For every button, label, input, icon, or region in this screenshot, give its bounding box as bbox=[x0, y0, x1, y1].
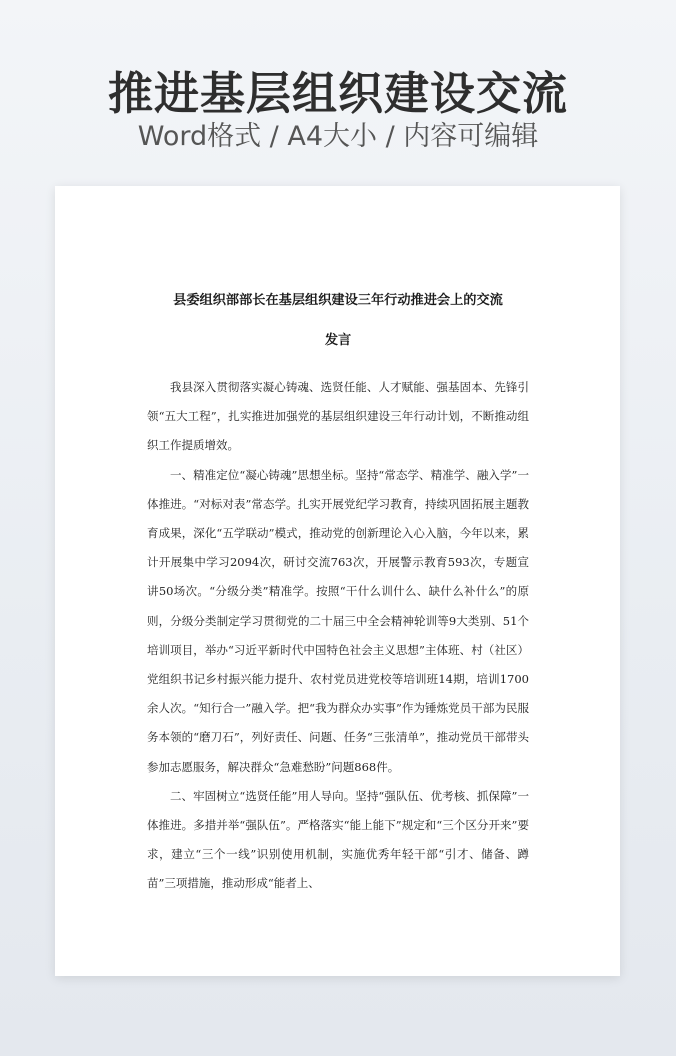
document-page bbox=[55, 186, 620, 976]
paragraph-intro: 我县深入贯彻落实凝心铸魂、选贤任能、人才赋能、强基固本、先锋引领“五大工程”，扎实推进加强党的基层组织建设三年行动计划，不断推动组织工作提质增效。 bbox=[147, 380, 529, 453]
banner-subtitle: Word格式 / A4大小 / 内容可编辑 bbox=[137, 121, 539, 152]
paragraph-section-1: 一、精准定位“凝心铸魂”思想坐标。坚持“常态学、精准学、融入学”一体推进。“对标对表”常态学。扎实开展党纪学习教育，持续巩固拓展主题教育成果，深化“五学联动”模式，推动党的创新理论入心入脑，今年以来，累计开展集中学习2094次，研讨交流763次，开展警示教育593次，专题宣讲50场次。“分级分类”精准学。按照“干什么训什么、缺什么补什么”的原则，分级分类制定学习贯彻党的二十届三中全会精神轮训等9大类别、51个培训项目，举办“习近平新时代中国特色社会主义思想”主体班、村（社区）党组织书记乡村振兴能力提升、农村党员进党校等培训班14期，培训1700余人次。“知行合一”融入学。把“我为群众办实事”作为锤炼党员干部为民服务本领的“磨刀石”，列好责任、问题、任务“三张清单”，推动党员干部带头参加志愿服务，解决群众“急难愁盼”问题868件。 bbox=[147, 467, 529, 774]
paragraph-section-2: 二、牢固树立“选贤任能”用人导向。坚持“强队伍、优考核、抓保障”一体推进。多措并举“强队伍”。严格落实“能上能下”规定和“三个区分开来”要求，建立“三个一线”识别使用机制，实施优秀年轻干部“引才、储备、蹲苗”三项措施，推动形成“能者上、 bbox=[147, 788, 529, 891]
document-title-line-1: 县委组织部部长在基层组织建设三年行动推进会上的交流 bbox=[173, 293, 503, 308]
document-title-line-2: 发言 bbox=[324, 333, 352, 348]
document-title bbox=[147, 281, 529, 361]
document-content bbox=[147, 281, 529, 899]
banner-title: 推进基层组织建设交流 bbox=[107, 67, 568, 120]
